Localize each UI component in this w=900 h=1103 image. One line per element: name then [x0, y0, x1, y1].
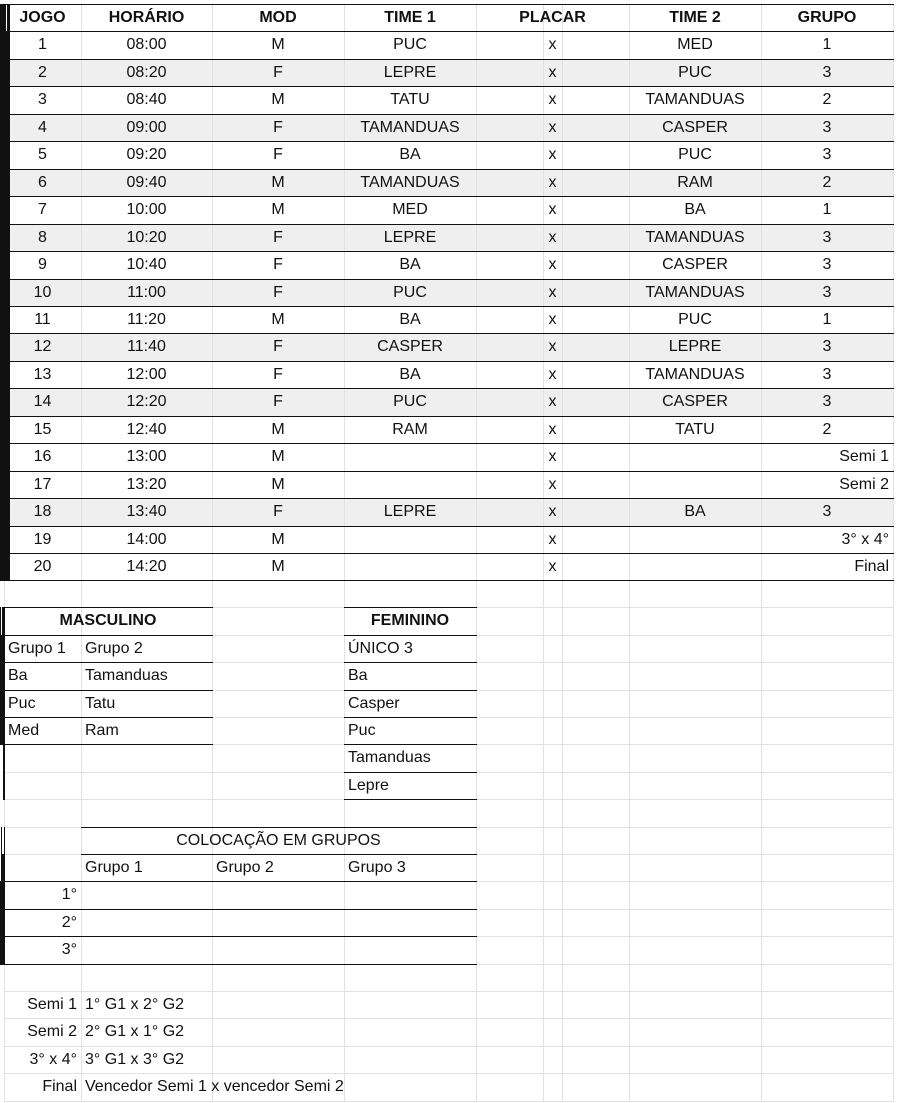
- grupo-cell[interactable]: Semi 2: [839, 475, 889, 493]
- header-jogo[interactable]: JOGO: [19, 8, 66, 26]
- score-separator[interactable]: x: [548, 475, 557, 493]
- jogo-cell[interactable]: 12: [33, 338, 52, 355]
- score1-cell[interactable]: [476, 471, 543, 498]
- border-line: [4, 744, 213, 745]
- score1-cell[interactable]: [476, 416, 543, 443]
- grupo-cell[interactable]: 1: [822, 201, 832, 218]
- score2-cell[interactable]: [562, 114, 629, 141]
- border-line: [4, 964, 477, 965]
- score1-cell[interactable]: [476, 251, 543, 279]
- jogo-cell[interactable]: 1: [38, 36, 47, 53]
- time2-cell[interactable]: BA: [684, 201, 706, 218]
- feminino-cell[interactable]: Casper: [348, 694, 400, 712]
- time2-cell[interactable]: TAMANDUAS: [645, 91, 745, 108]
- time1-cell[interactable]: BA: [399, 365, 421, 383]
- score2-cell[interactable]: [562, 251, 629, 279]
- time1-cell[interactable]: BA: [399, 310, 421, 328]
- grupo-cell[interactable]: 3: [822, 256, 832, 273]
- feminino-cell[interactable]: Tamanduas: [348, 749, 431, 766]
- time2-cell[interactable]: TAMANDUAS: [645, 283, 745, 301]
- score-separator[interactable]: x: [548, 448, 557, 465]
- mod-cell[interactable]: M: [271, 475, 285, 493]
- score2-cell[interactable]: [562, 224, 629, 251]
- grupo-cell[interactable]: 3: [822, 146, 832, 163]
- mod-cell[interactable]: M: [271, 36, 285, 53]
- score1-cell[interactable]: [476, 361, 543, 388]
- jogo-cell[interactable]: 6: [38, 173, 47, 191]
- masculino-grupo1-cell[interactable]: Med: [8, 721, 40, 739]
- grupo-cell[interactable]: 3: [822, 283, 832, 301]
- rule-label[interactable]: Final: [42, 1078, 77, 1095]
- jogo-cell[interactable]: 19: [33, 530, 52, 548]
- masculino-grupo2-cell[interactable]: Grupo 2: [85, 639, 143, 657]
- border-line: [344, 799, 477, 800]
- time2-cell[interactable]: RAM: [677, 173, 713, 191]
- mod-cell[interactable]: M: [271, 310, 285, 328]
- jogo-cell[interactable]: 5: [38, 146, 47, 163]
- score-separator[interactable]: x: [548, 201, 557, 218]
- time1-cell[interactable]: LEPRE: [383, 503, 437, 520]
- score1-cell[interactable]: [476, 59, 543, 86]
- horario-cell[interactable]: 13:40: [126, 503, 167, 520]
- score-separator[interactable]: x: [548, 283, 557, 301]
- colocacao-empty-cell[interactable]: [344, 909, 476, 936]
- mod-cell[interactable]: M: [271, 201, 285, 218]
- horario-cell[interactable]: 10:40: [126, 256, 167, 273]
- score1-cell[interactable]: [476, 498, 543, 526]
- score-separator[interactable]: x: [548, 393, 557, 410]
- score1-cell[interactable]: [476, 306, 543, 333]
- time2-cell[interactable]: CASPER: [662, 118, 728, 136]
- grupo-cell[interactable]: 3° x 4°: [841, 530, 889, 548]
- horario-cell[interactable]: 11:00: [127, 283, 166, 301]
- header-time2[interactable]: TIME 2: [669, 8, 721, 26]
- horario-cell[interactable]: 08:20: [126, 63, 167, 81]
- horario-cell[interactable]: 13:00: [126, 448, 167, 465]
- gridline: [4, 1101, 894, 1102]
- border-line: [1, 635, 2, 745]
- rule-text[interactable]: 1° G1 x 2° G2: [85, 995, 185, 1013]
- time1-cell[interactable]: TATU: [390, 91, 430, 108]
- score-separator[interactable]: x: [548, 557, 557, 575]
- time2-cell[interactable]: CASPER: [662, 393, 728, 410]
- score2-cell[interactable]: [562, 333, 629, 361]
- score2-cell[interactable]: [562, 361, 629, 388]
- score1-cell[interactable]: [476, 169, 543, 196]
- mod-cell[interactable]: F: [273, 228, 283, 246]
- time2-cell[interactable]: [629, 553, 761, 580]
- time2-cell[interactable]: MED: [677, 36, 713, 53]
- time1-cell[interactable]: RAM: [392, 420, 428, 438]
- score1-cell[interactable]: [476, 141, 543, 169]
- grupo-cell[interactable]: 2: [822, 420, 832, 438]
- jogo-cell[interactable]: 13: [33, 365, 52, 383]
- masculino-grupo2-cell[interactable]: Ram: [85, 721, 119, 739]
- header-time1[interactable]: TIME 1: [384, 8, 436, 26]
- grupo-cell[interactable]: 3: [822, 228, 832, 246]
- horario-cell[interactable]: 11:40: [127, 338, 166, 355]
- colocacao-empty-cell[interactable]: [81, 909, 212, 936]
- jogo-cell[interactable]: 20: [33, 557, 52, 575]
- score-separator[interactable]: x: [548, 420, 557, 438]
- mod-cell[interactable]: F: [273, 63, 283, 81]
- jogo-cell[interactable]: 7: [38, 201, 47, 218]
- mod-cell[interactable]: F: [273, 283, 283, 301]
- time2-cell[interactable]: PUC: [678, 63, 712, 81]
- grupo-cell[interactable]: 2: [822, 173, 832, 191]
- header-mod[interactable]: MOD: [259, 8, 297, 26]
- grupo-cell[interactable]: 1: [822, 36, 832, 53]
- horario-cell[interactable]: 14:20: [126, 557, 167, 575]
- score1-cell[interactable]: [476, 31, 543, 59]
- feminino-cell[interactable]: Puc: [348, 721, 376, 739]
- mod-cell[interactable]: M: [271, 173, 285, 191]
- colocacao-empty-cell[interactable]: [344, 881, 476, 909]
- mod-cell[interactable]: F: [273, 256, 283, 273]
- score1-cell[interactable]: [476, 279, 543, 306]
- time1-cell[interactable]: PUC: [393, 283, 427, 301]
- jogo-cell[interactable]: 11: [34, 310, 51, 328]
- horario-cell[interactable]: 08:00: [126, 36, 167, 53]
- grupo-cell[interactable]: Semi 1: [839, 448, 889, 465]
- mod-cell[interactable]: F: [273, 118, 283, 136]
- score-separator[interactable]: x: [548, 338, 557, 355]
- time1-cell[interactable]: TAMANDUAS: [360, 118, 460, 136]
- jogo-cell[interactable]: 2: [38, 63, 47, 81]
- time2-cell[interactable]: [629, 526, 761, 553]
- horario-cell[interactable]: 09:40: [126, 173, 167, 191]
- jogo-cell[interactable]: 14: [33, 393, 52, 410]
- score-separator[interactable]: x: [548, 503, 557, 520]
- score2-cell[interactable]: [562, 59, 629, 86]
- mod-cell[interactable]: F: [273, 365, 283, 383]
- time1-cell[interactable]: LEPRE: [383, 63, 437, 81]
- header-horario[interactable]: HORÁRIO: [108, 8, 185, 26]
- score2-cell[interactable]: [562, 169, 629, 196]
- score1-cell[interactable]: [476, 86, 543, 114]
- score1-cell[interactable]: [476, 196, 543, 224]
- grupo-cell[interactable]: 2: [822, 91, 832, 108]
- masculino-grupo1-cell[interactable]: Grupo 1: [8, 639, 66, 657]
- colocacao-empty-cell[interactable]: [212, 881, 344, 909]
- score-separator[interactable]: x: [548, 146, 557, 163]
- score1-cell[interactable]: [476, 526, 543, 553]
- time1-cell[interactable]: [344, 471, 476, 498]
- mod-cell[interactable]: M: [271, 448, 285, 465]
- score2-cell[interactable]: [562, 471, 629, 498]
- colocacao-title[interactable]: COLOCAÇÃO EM GRUPOS: [176, 831, 381, 849]
- time1-cell[interactable]: [344, 526, 476, 553]
- colocacao-group-header[interactable]: Grupo 2: [216, 858, 274, 876]
- colocacao-group-header[interactable]: Grupo 1: [85, 858, 143, 876]
- time1-cell[interactable]: [344, 443, 476, 471]
- score-separator[interactable]: x: [548, 228, 557, 246]
- colocacao-empty-cell[interactable]: [81, 881, 212, 909]
- score-separator[interactable]: x: [548, 310, 557, 328]
- score2-cell[interactable]: [562, 86, 629, 114]
- score2-cell[interactable]: [562, 416, 629, 443]
- time1-cell[interactable]: PUC: [393, 36, 427, 53]
- mod-cell[interactable]: M: [271, 530, 285, 548]
- grupo-cell[interactable]: 3: [822, 63, 832, 81]
- grupo-cell[interactable]: 1: [822, 310, 832, 328]
- score1-cell[interactable]: [476, 224, 543, 251]
- mod-cell[interactable]: F: [273, 393, 283, 410]
- feminino-cell[interactable]: Ba: [348, 667, 368, 684]
- time1-cell[interactable]: TAMANDUAS: [360, 173, 460, 191]
- rule-label[interactable]: 3° x 4°: [29, 1050, 77, 1068]
- score2-cell[interactable]: [562, 553, 629, 580]
- masculino-title[interactable]: MASCULINO: [59, 612, 157, 629]
- score-separator[interactable]: x: [548, 118, 557, 136]
- colocacao-group-header[interactable]: Grupo 3: [348, 858, 406, 876]
- score1-cell[interactable]: [476, 553, 543, 580]
- score2-cell[interactable]: [562, 279, 629, 306]
- jogo-cell[interactable]: 18: [33, 503, 52, 520]
- time1-cell[interactable]: PUC: [393, 393, 427, 410]
- score1-cell[interactable]: [476, 114, 543, 141]
- time2-cell[interactable]: TAMANDUAS: [645, 365, 745, 383]
- grupo-cell[interactable]: 3: [822, 365, 832, 383]
- masculino-grupo1-cell[interactable]: Puc: [8, 694, 36, 712]
- score-separator[interactable]: x: [548, 173, 557, 191]
- time2-cell[interactable]: PUC: [678, 146, 712, 163]
- mod-cell[interactable]: M: [271, 91, 285, 108]
- feminino-title[interactable]: FEMININO: [370, 612, 450, 629]
- rule-text[interactable]: 2° G1 x 1° G2: [85, 1023, 185, 1040]
- rule-text[interactable]: 3° G1 x 3° G2: [85, 1050, 185, 1068]
- rule-label[interactable]: Semi 1: [27, 995, 77, 1013]
- masculino-grupo2-cell[interactable]: Tatu: [85, 694, 116, 712]
- horario-cell[interactable]: 14:00: [126, 530, 167, 548]
- score2-cell[interactable]: [562, 388, 629, 416]
- score2-cell[interactable]: [562, 31, 629, 59]
- colocacao-place-label[interactable]: 1°: [61, 886, 77, 903]
- horario-cell[interactable]: 12:00: [126, 365, 167, 383]
- time2-cell[interactable]: LEPRE: [668, 338, 722, 355]
- time2-cell[interactable]: TATU: [675, 420, 715, 438]
- score2-cell[interactable]: [562, 443, 629, 471]
- mod-cell[interactable]: M: [271, 420, 285, 438]
- horario-cell[interactable]: 08:40: [126, 91, 167, 108]
- horario-cell[interactable]: 11:20: [127, 310, 166, 328]
- colocacao-empty-cell[interactable]: [212, 909, 344, 936]
- masculino-grupo1-cell[interactable]: Ba: [8, 667, 28, 684]
- time1-cell[interactable]: MED: [392, 201, 428, 218]
- horario-cell[interactable]: 09:20: [126, 146, 167, 163]
- jogo-cell[interactable]: 10: [33, 283, 52, 301]
- horario-cell[interactable]: 10:00: [126, 201, 167, 218]
- time1-cell[interactable]: LEPRE: [383, 228, 437, 246]
- time2-cell[interactable]: [629, 471, 761, 498]
- time2-cell[interactable]: BA: [684, 503, 706, 520]
- feminino-cell[interactable]: ÚNICO 3: [348, 639, 413, 657]
- grupo-cell[interactable]: 3: [822, 503, 832, 520]
- score-separator[interactable]: x: [548, 256, 557, 273]
- time1-cell[interactable]: [344, 553, 476, 580]
- jogo-cell[interactable]: 3: [38, 91, 47, 108]
- horario-cell[interactable]: 12:40: [126, 420, 167, 438]
- time1-cell[interactable]: BA: [399, 256, 421, 273]
- jogo-cell[interactable]: 4: [38, 118, 47, 136]
- score2-cell[interactable]: [562, 196, 629, 224]
- jogo-cell[interactable]: 17: [33, 475, 52, 493]
- jogo-cell[interactable]: 15: [33, 420, 52, 438]
- border-line: [0, 881, 1, 965]
- time2-cell[interactable]: CASPER: [662, 256, 728, 273]
- score1-cell[interactable]: [476, 443, 543, 471]
- score2-cell[interactable]: [562, 498, 629, 526]
- border-line: [4, 580, 894, 581]
- score2-cell[interactable]: [562, 141, 629, 169]
- colocacao-empty-cell[interactable]: [344, 936, 476, 964]
- score-separator[interactable]: x: [548, 91, 557, 108]
- time1-cell[interactable]: BA: [399, 146, 421, 163]
- mod-cell[interactable]: M: [271, 557, 285, 575]
- mod-cell[interactable]: F: [273, 146, 283, 163]
- grupo-cell[interactable]: 3: [822, 338, 832, 355]
- horario-cell[interactable]: 09:00: [126, 118, 167, 136]
- time1-cell[interactable]: CASPER: [377, 338, 443, 355]
- horario-cell[interactable]: 13:20: [126, 475, 167, 493]
- grupo-cell[interactable]: 3: [822, 118, 832, 136]
- score2-cell[interactable]: [562, 526, 629, 553]
- score2-cell[interactable]: [562, 306, 629, 333]
- score1-cell[interactable]: [476, 333, 543, 361]
- rule-text[interactable]: Vencedor Semi 1 x vencedor Semi 2: [85, 1078, 344, 1095]
- colocacao-empty-cell[interactable]: [212, 936, 344, 964]
- colocacao-empty-cell[interactable]: [81, 936, 212, 964]
- jogo-cell[interactable]: 16: [33, 448, 52, 465]
- score1-cell[interactable]: [476, 388, 543, 416]
- header-grupo[interactable]: GRUPO: [797, 8, 857, 26]
- horario-cell[interactable]: 10:20: [126, 228, 167, 246]
- score-separator[interactable]: x: [548, 36, 557, 53]
- mod-cell[interactable]: F: [273, 338, 283, 355]
- feminino-cell[interactable]: Lepre: [348, 776, 389, 794]
- score-separator[interactable]: x: [548, 63, 557, 81]
- score-separator[interactable]: x: [548, 530, 557, 548]
- rule-label[interactable]: Semi 2: [27, 1023, 77, 1040]
- jogo-cell[interactable]: 9: [38, 256, 47, 273]
- colocacao-place-label[interactable]: 2°: [61, 913, 77, 931]
- jogo-cell[interactable]: 8: [38, 228, 47, 246]
- horario-cell[interactable]: 12:20: [126, 393, 167, 410]
- score-separator[interactable]: x: [548, 365, 557, 383]
- masculino-grupo2-cell[interactable]: Tamanduas: [85, 667, 168, 684]
- grupo-cell[interactable]: Final: [854, 557, 889, 575]
- time2-cell[interactable]: [629, 443, 761, 471]
- colocacao-place-label[interactable]: 3°: [61, 941, 77, 958]
- time2-cell[interactable]: TAMANDUAS: [645, 228, 745, 246]
- time2-cell[interactable]: PUC: [678, 310, 712, 328]
- grupo-cell[interactable]: 3: [822, 393, 832, 410]
- mod-cell[interactable]: F: [273, 503, 283, 520]
- header-placar[interactable]: PLACAR: [519, 8, 586, 26]
